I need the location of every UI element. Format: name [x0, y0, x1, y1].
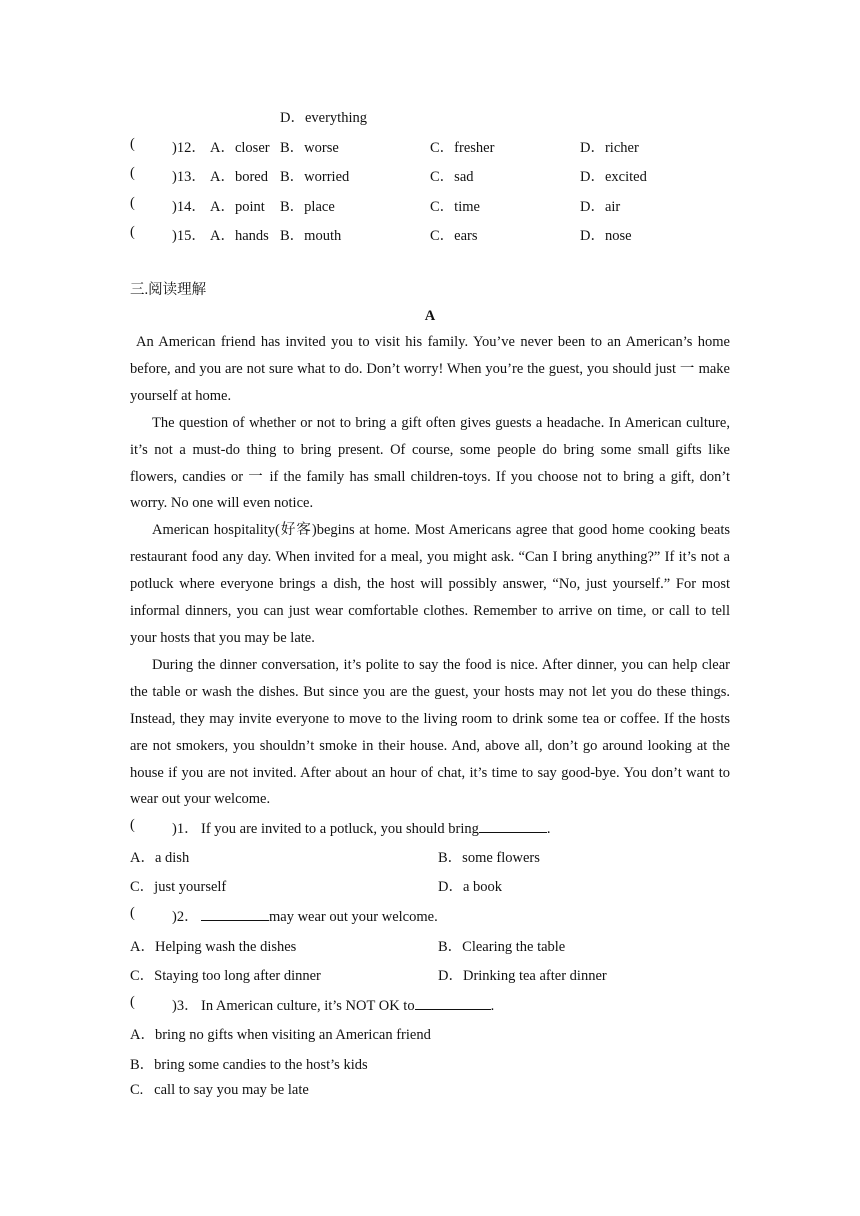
answer-bracket: (	[130, 905, 135, 921]
paragraph-3: American hospitality(好客)begins at home. Most Americans agree that good home cooking beats restaurant food any day. When invited for a meal, you might ask. “Can I bring anything?” If it’s not a potluck where everyone brings a dish, the host will possibly answer, “No, just yourself.” For most informal dinners, you can just wear comfortable clothes. Remember to arrive on time, or call to tell your hosts that you may be late.	[130, 522, 730, 646]
section-title: 三.阅读理解	[130, 282, 207, 298]
stem-end: .	[490, 998, 495, 1014]
option-d-everything: D．everything	[280, 110, 367, 126]
answer-blank	[479, 817, 547, 833]
answer-bracket: (	[130, 165, 135, 181]
stem-text: In American culture, it’s NOT OK to	[201, 998, 415, 1014]
option-b: B．Clearing the table	[438, 939, 566, 955]
option-a: A．bring no gifts when visiting an American friend	[130, 1027, 431, 1043]
question-number: )14．	[172, 199, 206, 215]
answer-blank	[201, 905, 269, 921]
option-a: A．point	[210, 199, 265, 215]
question-number: )13．	[172, 169, 206, 185]
answer-bracket: (	[130, 994, 135, 1010]
question-number: )15．	[172, 228, 206, 244]
question-number: )12．	[172, 140, 206, 156]
question-number: )1．	[172, 821, 199, 837]
option-c: C．fresher	[430, 140, 495, 156]
paragraph-2: The question of whether or not to bring a gift often gives guests a headache. In American culture, it’s not a must-do thing to bring present. Of course, some people do bring some small gifts like flowers, candies or 一 if the family has small children-toys. If you choose not to bring a gift, don’t worry. No one will even notice.	[130, 414, 730, 512]
option-c: C．sad	[430, 169, 474, 185]
passage-title: A	[424, 308, 436, 324]
answer-bracket: (	[130, 195, 135, 211]
option-c: C．ears	[430, 228, 478, 244]
question-number: )2．	[172, 909, 199, 925]
option-d: D．richer	[580, 140, 639, 156]
answer-blank	[415, 994, 491, 1010]
option-a: A．bored	[210, 169, 268, 185]
option-b: B．mouth	[280, 228, 342, 244]
option-b: B．place	[280, 199, 335, 215]
option-a: A．Helping wash the dishes	[130, 939, 297, 955]
answer-bracket: (	[130, 817, 135, 833]
question-stem	[201, 994, 494, 1015]
option-a: A．hands	[210, 228, 269, 244]
question-number: )3．	[172, 998, 199, 1014]
option-d: D．nose	[580, 228, 632, 244]
reading-passage	[130, 329, 730, 813]
option-a: A．a dish	[130, 850, 190, 866]
option-d: D．a book	[438, 879, 503, 895]
stem-text: If you are invited to a potluck, you should bring	[201, 821, 479, 837]
option-b: B．worried	[280, 169, 350, 185]
paragraph-4: During the dinner conversation, it’s polite to say the food is nice. After dinner, you can help clear the table or wash the dishes. But since you are the guest, your hosts may not let you do these things. Instead, they may invite everyone to move to the living room to drink some tea or coffee. If the hosts are not smokers, you shouldn’t smoke in their house. And, above all, don’t go around looking at the house if you are not invited. After about an hour of chat, it’s time to say good-bye. You don’t want to wear out your welcome.	[130, 656, 730, 808]
option-a: A．closer	[210, 140, 270, 156]
option-b: B．worse	[280, 140, 339, 156]
option-d: D．air	[580, 199, 621, 215]
option-c: C．just yourself	[130, 879, 227, 895]
answer-bracket: (	[130, 224, 135, 240]
option-c: C．Staying too long after dinner	[130, 968, 321, 984]
question-stem	[201, 817, 551, 838]
paragraph-1: An American friend has invited you to visit his family. You’ve never been to an American’s home before, and you are not sure what to do. Don’t worry! When you’re the guest, you should just 一 make yourself at home.	[130, 334, 730, 404]
option-d: D．Drinking tea after dinner	[438, 968, 607, 984]
option-d: D．excited	[580, 169, 647, 185]
option-c: C．time	[430, 199, 480, 215]
stem-text: may wear out your welcome.	[269, 909, 438, 925]
option-c: C. call to say you may be late	[130, 1082, 309, 1098]
question-stem	[201, 905, 438, 926]
answer-bracket: (	[130, 136, 135, 152]
stem-end: .	[546, 821, 551, 837]
option-b: B．some flowers	[438, 850, 540, 866]
option-b: B．bring some candies to the host’s kids	[130, 1057, 368, 1073]
